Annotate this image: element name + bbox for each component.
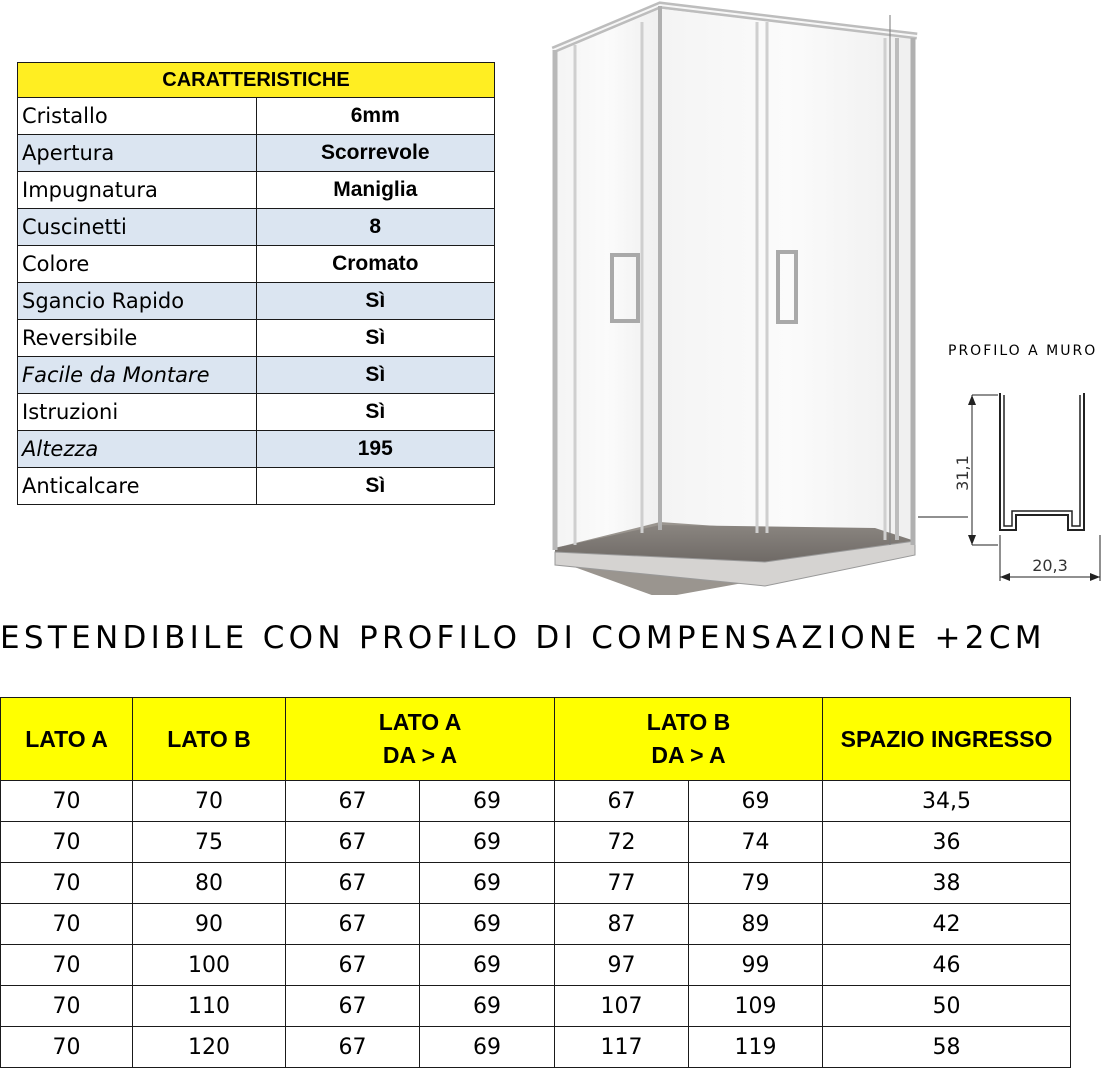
spec-value: Maniglia bbox=[256, 172, 495, 209]
characteristics-header-row bbox=[18, 63, 495, 98]
spec-label: Istruzioni bbox=[18, 394, 257, 431]
cell-lato-b-from: 77 bbox=[555, 863, 689, 904]
spec-value: 6mm bbox=[256, 98, 495, 135]
cell-lato-a: 70 bbox=[1, 986, 133, 1027]
cell-lato-a: 70 bbox=[1, 822, 133, 863]
cell-lato-a-to: 69 bbox=[420, 945, 555, 986]
cell-lato-a-to: 69 bbox=[420, 986, 555, 1027]
size-table bbox=[0, 697, 1071, 1068]
cell-spazio-ingresso: 36 bbox=[823, 822, 1071, 863]
cell-lato-b-to: 69 bbox=[689, 781, 823, 822]
header-range-lato-a-line1: LATO A bbox=[378, 709, 462, 735]
spec-row bbox=[18, 283, 495, 320]
spec-label: Cuscinetti bbox=[18, 209, 257, 246]
cell-lato-a-to: 69 bbox=[420, 863, 555, 904]
cell-lato-a-to: 69 bbox=[420, 822, 555, 863]
spec-row bbox=[18, 320, 495, 357]
table-row bbox=[1, 945, 1071, 986]
spec-value: Sì bbox=[256, 320, 495, 357]
cell-lato-a: 70 bbox=[1, 781, 133, 822]
cell-lato-b-from: 72 bbox=[555, 822, 689, 863]
extension-heading: ESTENDIBILE CON PROFILO DI COMPENSAZIONE +2CM bbox=[0, 620, 1046, 656]
cell-spazio-ingresso: 38 bbox=[823, 863, 1071, 904]
spec-value: Sì bbox=[256, 283, 495, 320]
spec-label: Colore bbox=[18, 246, 257, 283]
spec-value: Sì bbox=[256, 394, 495, 431]
spec-label: Altezza bbox=[18, 431, 257, 468]
cell-lato-a-to: 69 bbox=[420, 904, 555, 945]
size-header-row bbox=[1, 698, 1071, 781]
header-lato-b: LATO B bbox=[133, 698, 286, 781]
header-range-lato-a-line2: DA > A bbox=[382, 742, 458, 768]
cell-lato-a-from: 67 bbox=[286, 1027, 420, 1068]
cell-lato-b: 75 bbox=[133, 822, 286, 863]
spec-value: 8 bbox=[256, 209, 495, 246]
header-range-lato-b-line1: LATO B bbox=[646, 709, 731, 735]
spec-label: Facile da Montare bbox=[18, 357, 257, 394]
spec-value: Sì bbox=[256, 468, 495, 505]
spec-label: Impugnatura bbox=[18, 172, 257, 209]
table-row bbox=[1, 1027, 1071, 1068]
cell-lato-b: 120 bbox=[133, 1027, 286, 1068]
spec-label: Apertura bbox=[18, 135, 257, 172]
cell-spazio-ingresso: 42 bbox=[823, 904, 1071, 945]
wall-profile-label: PROFILO A MURO bbox=[948, 343, 1098, 359]
cell-lato-b: 110 bbox=[133, 986, 286, 1027]
cell-lato-b: 70 bbox=[133, 781, 286, 822]
spec-row bbox=[18, 98, 495, 135]
cell-spazio-ingresso: 50 bbox=[823, 986, 1071, 1027]
cell-lato-a-from: 67 bbox=[286, 822, 420, 863]
cell-lato-a-to: 69 bbox=[420, 1027, 555, 1068]
table-row bbox=[1, 904, 1071, 945]
cell-lato-b-to: 119 bbox=[689, 1027, 823, 1068]
spec-row bbox=[18, 135, 495, 172]
spec-row bbox=[18, 394, 495, 431]
profile-width-dimension: 20,3 bbox=[1032, 556, 1068, 575]
cell-lato-a-to: 69 bbox=[420, 781, 555, 822]
cell-lato-a: 70 bbox=[1, 1027, 133, 1068]
cell-lato-a: 70 bbox=[1, 904, 133, 945]
header-range-lato-a bbox=[286, 698, 555, 781]
cell-lato-b: 100 bbox=[133, 945, 286, 986]
spec-value: 195 bbox=[256, 431, 495, 468]
table-row bbox=[1, 986, 1071, 1027]
spec-label: Cristallo bbox=[18, 98, 257, 135]
spec-value: Sì bbox=[256, 357, 495, 394]
cell-lato-a: 70 bbox=[1, 863, 133, 904]
cell-lato-a: 70 bbox=[1, 945, 133, 986]
cell-lato-b-from: 107 bbox=[555, 986, 689, 1027]
table-row bbox=[1, 822, 1071, 863]
spec-row bbox=[18, 468, 495, 505]
spec-row bbox=[18, 246, 495, 283]
cell-lato-b-from: 67 bbox=[555, 781, 689, 822]
header-range-lato-b-line2: DA > A bbox=[651, 742, 726, 768]
cell-lato-a-from: 67 bbox=[286, 904, 420, 945]
cell-lato-a-from: 67 bbox=[286, 781, 420, 822]
wall-profile-diagram bbox=[918, 385, 1102, 585]
cell-lato-b: 90 bbox=[133, 904, 286, 945]
cell-lato-a-from: 67 bbox=[286, 863, 420, 904]
header-spazio-ingresso: SPAZIO INGRESSO bbox=[823, 698, 1071, 781]
spec-row bbox=[18, 209, 495, 246]
spec-value: Cromato bbox=[256, 246, 495, 283]
cell-lato-b: 80 bbox=[133, 863, 286, 904]
cell-lato-a-from: 67 bbox=[286, 945, 420, 986]
profile-height-dimension: 31,1 bbox=[953, 455, 972, 491]
spec-row bbox=[18, 431, 495, 468]
cell-lato-b-to: 109 bbox=[689, 986, 823, 1027]
table-row bbox=[1, 863, 1071, 904]
cell-spazio-ingresso: 34,5 bbox=[823, 781, 1071, 822]
shower-enclosure-image bbox=[545, 0, 925, 595]
characteristics-table bbox=[17, 62, 495, 505]
spec-row bbox=[18, 172, 495, 209]
cell-lato-b-from: 87 bbox=[555, 904, 689, 945]
cell-lato-b-from: 97 bbox=[555, 945, 689, 986]
spec-label: Anticalcare bbox=[18, 468, 257, 505]
cell-spazio-ingresso: 58 bbox=[823, 1027, 1071, 1068]
header-range-lato-b bbox=[555, 698, 823, 781]
cell-lato-b-to: 99 bbox=[689, 945, 823, 986]
cell-lato-b-to: 89 bbox=[689, 904, 823, 945]
spec-value: Scorrevole bbox=[256, 135, 495, 172]
cell-lato-a-from: 67 bbox=[286, 986, 420, 1027]
spec-label: Reversibile bbox=[18, 320, 257, 357]
spec-label: Sgancio Rapido bbox=[18, 283, 257, 320]
cell-lato-b-to: 74 bbox=[689, 822, 823, 863]
spec-row bbox=[18, 357, 495, 394]
cell-lato-b-to: 79 bbox=[689, 863, 823, 904]
table-row bbox=[1, 781, 1071, 822]
characteristics-title: CARATTERISTICHE bbox=[18, 63, 495, 98]
header-lato-a: LATO A bbox=[1, 698, 133, 781]
cell-spazio-ingresso: 46 bbox=[823, 945, 1071, 986]
cell-lato-b-from: 117 bbox=[555, 1027, 689, 1068]
